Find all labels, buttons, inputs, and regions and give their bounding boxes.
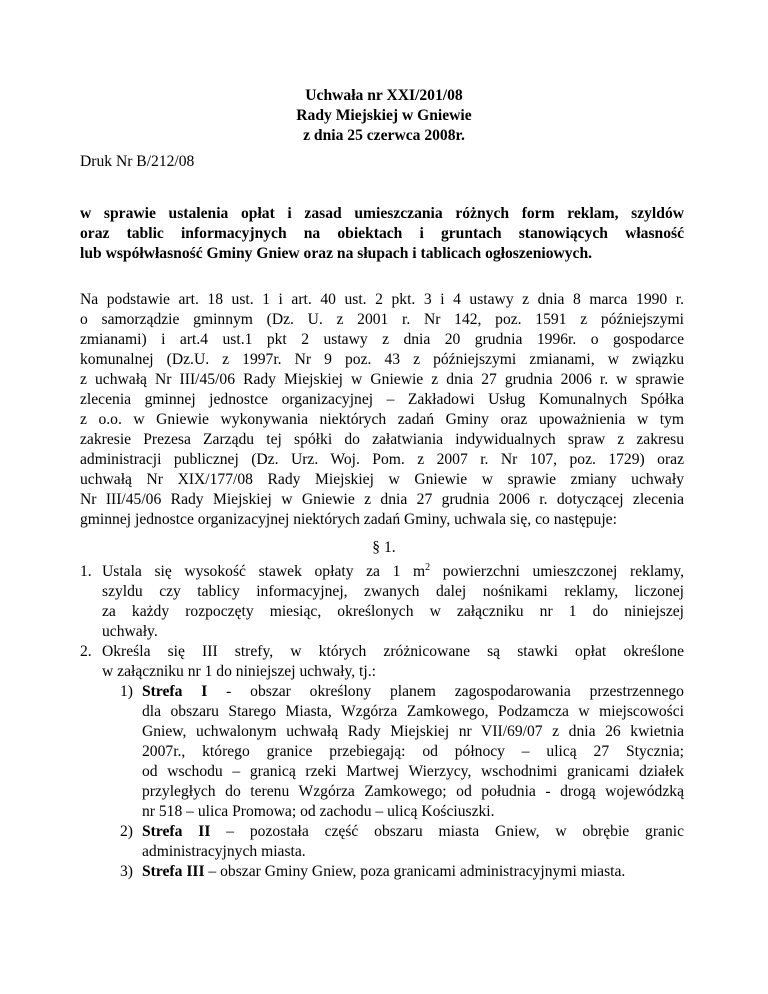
resolution-subject xyxy=(80,204,684,264)
item-text: Ustala się wysokość stawek opłaty za 1 m xyxy=(102,563,426,580)
zone-label: Strefa II xyxy=(142,823,211,840)
zone-line: Gniew, uchwalonym uchwałą Rady Miejskiej nr VII/69/07 z dnia 26 kwietnia xyxy=(142,723,684,740)
zone-text: – pozostała część obszaru miasta Gniew, w obrębie granic xyxy=(210,823,684,840)
item-line: za każdy rozpoczęty miesiąc, określonych w załączniku nr 1 do niniejszej xyxy=(102,603,684,620)
zone-item xyxy=(120,682,684,822)
legal-basis-paragraph xyxy=(80,290,684,530)
resolution-date: z dnia 25 czerwca 2008r. xyxy=(303,127,465,144)
council-name: Rady Miejskiej w Gniewie xyxy=(296,107,472,124)
item-line: w załączniku nr 1 do niniejszej uchwały, tj.: xyxy=(102,663,376,680)
preamble-line: zlecenia gminnej jednostce organizacyjnej – Zakładowi Usług Komunalnych Spółka xyxy=(80,391,684,408)
item-line: uchwały. xyxy=(102,623,158,640)
list-item xyxy=(80,562,684,642)
item-text: powierzchni umieszczonej reklamy, xyxy=(430,563,684,580)
subject-line: w sprawie ustalenia opłat i zasad umieszczania różnych form reklam, szyldów xyxy=(80,205,684,222)
zone-item xyxy=(120,822,684,862)
section-mark: § 1. xyxy=(372,539,396,556)
item-line: Określa się III strefy, w których zróżnicowane są stawki opłat określone xyxy=(102,643,684,660)
zone-label: Strefa III xyxy=(142,863,205,880)
zone-number: 1) xyxy=(120,683,133,700)
preamble-line: zakresie Prezesa Zarządu tej spółki do załatwiania indywidualnych spraw z zakresu xyxy=(80,431,684,448)
item-line: szyldu czy tablicy informacyjnej, zwanych dalej nośnikami reklamy, liczonej xyxy=(102,583,684,600)
zone-line: 2007r., którego granice przebiegają: od północy – ulicą 27 Stycznia; xyxy=(142,743,684,760)
preamble-line: komunalnej (Dz.U. z 1997r. Nr 9 poz. 43 z późniejszymi zmianami, w związku xyxy=(80,351,684,368)
preamble-line: Nr III/45/06 Rady Miejskiej w Gniewie z dnia 27 grudnia 2006 r. dotyczącej zlecenia xyxy=(80,491,684,508)
subject-line: lub współwłasność Gminy Gniew oraz na słupach i tablicach ogłoszeniowych. xyxy=(80,245,593,262)
zone-number: 2) xyxy=(120,823,133,840)
resolution-number: Uchwała nr XXI/201/08 xyxy=(305,87,463,104)
zone-item xyxy=(120,862,684,882)
item-number: 2. xyxy=(80,643,92,660)
zone-text: – obszar Gminy Gniew, poza granicami administracyjnymi miasta. xyxy=(204,863,626,880)
zone-number: 3) xyxy=(120,863,133,880)
subject-line: oraz tablic informacyjnych na obiektach i gruntach stanowiących własność xyxy=(80,225,684,242)
zone-line xyxy=(142,822,684,842)
preamble-line: gminnej jednostce organizacyjnej niektórych zadań Gminy, uchwala się, co następuje: xyxy=(80,511,617,528)
item-number: 1. xyxy=(80,563,92,580)
list-item xyxy=(80,642,684,882)
zone-line: administracyjnych miasta. xyxy=(142,843,306,860)
zone-line xyxy=(142,862,684,882)
zone-text: - obszar określony planem zagospodarowania przestrzennego xyxy=(207,683,684,700)
preamble-line: uchwałą Nr XIX/177/08 Rady Miejskiej w Gniewie w sprawie zmiany uchwały xyxy=(80,471,684,488)
section-1-list xyxy=(80,562,684,882)
zone-line: nr 518 – ulica Promowa; od zachodu – ulicą Kościuszki. xyxy=(142,803,495,820)
preamble-line: o samorządzie gminnym (Dz. U. z 2001 r. Nr 142, poz. 1591 z późniejszymi xyxy=(80,311,684,328)
preamble-line: administracji publicznej (Dz. Urz. Woj. Pom. z 2007 r. Nr 107, poz. 1729) oraz xyxy=(80,451,684,468)
preamble-line: z uchwałą Nr III/45/06 Rady Miejskiej w Gniewie z dnia 27 grudnia 2006 r. w sprawie xyxy=(80,371,684,388)
item-line xyxy=(102,562,684,582)
resolution-header xyxy=(0,86,768,146)
preamble-line: zmianami) i art.4 ust.1 pkt 2 ustawy z dnia 20 grudnia 1996r. o gospodarce xyxy=(80,331,684,348)
zone-line: przyległych do terenu Wzgórza Zamkowego; od południa - drogą wojewódzką xyxy=(142,783,684,800)
zone-line: od wschodu – granicą rzeki Martwej Wierzycy, wschodnimi granicami działek xyxy=(142,763,684,780)
preamble-line: Na podstawie art. 18 ust. 1 i art. 40 ust. 2 pkt. 3 i 4 ustawy z dnia 8 marca 1990 r. xyxy=(80,291,684,308)
zone-line: dla obszaru Starego Miasta, Wzgórza Zamkowego, Podzamcza w miejscowości xyxy=(142,703,684,720)
print-number: Druk Nr B/212/08 xyxy=(80,153,195,170)
zone-line xyxy=(142,682,684,702)
superscript: 2 xyxy=(425,562,431,573)
preamble-line: z o.o. w Gniewie wykonywania niektórych zadań Gminy oraz upoważnienia w tym xyxy=(80,411,684,428)
zone-label: Strefa I xyxy=(142,683,208,700)
